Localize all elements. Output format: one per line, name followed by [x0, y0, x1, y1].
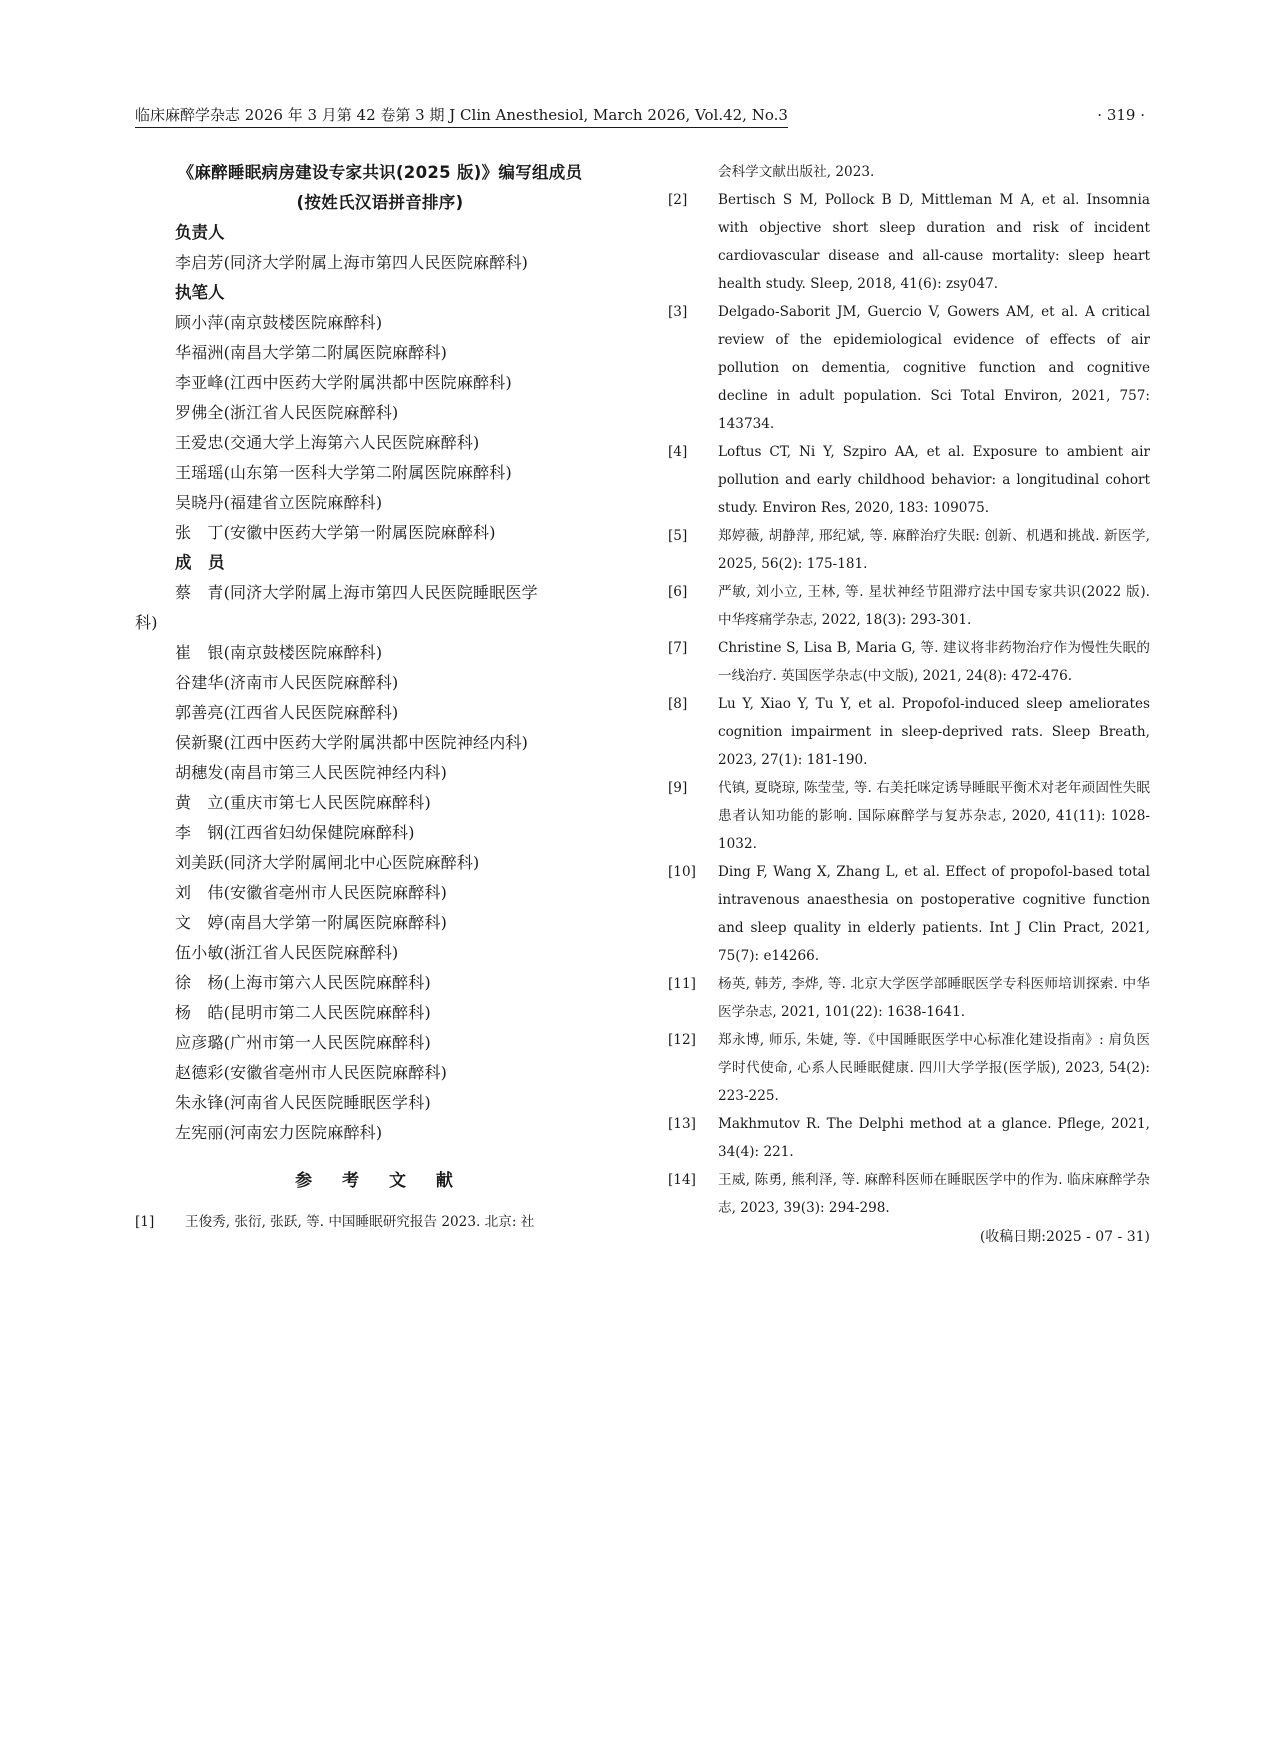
member-entry: 郭善亮(江西省人民医院麻醉科)	[175, 703, 399, 722]
reference-text: 郑永博, 师乐, 朱婕, 等.《中国睡眠医学中心标准化建设指南》: 肩负医学时代使命, 心系人民睡眠健康. 四川大学学报(医学版), 2023, 54(2): 223-225.	[718, 1032, 1150, 1104]
reference-number: [13]	[668, 1116, 696, 1132]
member-entry: 侯新聚(江西中医药大学附属洪都中医院神经内科)	[175, 733, 529, 752]
reference-number: [10]	[668, 864, 696, 880]
writer-entry: 华福洲(南昌大学第二附属医院麻醉科)	[175, 343, 448, 362]
committee-subtitle: (按姓氏汉语拼音排序)	[296, 193, 464, 212]
member-entry-line2: 科)	[135, 613, 158, 632]
member-entry: 黄 立(重庆市第七人民医院麻醉科)	[175, 793, 431, 812]
leader-list	[135, 248, 625, 278]
reference-item	[668, 858, 1150, 970]
member-entry	[135, 578, 625, 638]
reference-text: Delgado-Saborit JM, Guercio V, Gowers AM, et al. A critical review of the epidemiological evidence of effects of air pollution on dementia, cognitive function and cognitive decline in adult population. Sci Total Environ, 2021, 757: 143734.	[718, 304, 1150, 432]
reference-text: Bertisch S M, Pollock B D, Mittleman M A, et al. Insomnia with objective short sleep duration and risk of incident cardiovascular disease and all-cause mortality: sleep heart health study. Sleep, 2018, 41(6): zsy047.	[718, 192, 1150, 292]
member-entry: 文 婷(南昌大学第一附属医院麻醉科)	[175, 913, 448, 932]
reference-item	[668, 522, 1150, 578]
reference-item	[668, 438, 1150, 522]
writer-entry: 顾小萍(南京鼓楼医院麻醉科)	[175, 313, 383, 332]
reference-item	[668, 186, 1150, 298]
members-heading: 成 员	[175, 553, 225, 572]
member-entry: 胡穗发(南昌市第三人民医院神经内科)	[175, 763, 448, 782]
member-entry: 伍小敏(浙江省人民医院麻醉科)	[175, 943, 399, 962]
right-column	[668, 158, 1150, 1250]
references-heading: 参 考 文 献	[295, 1171, 465, 1191]
reference-item	[668, 1166, 1150, 1222]
leader-entry: 李启芳(同济大学附属上海市第四人民医院麻醉科)	[175, 253, 529, 272]
reference-text: 王威, 陈勇, 熊利泽, 等. 麻醉科医师在睡眠医学中的作为. 临床麻醉学杂志, 2023, 39(3): 294-298.	[718, 1172, 1150, 1216]
reference-number: [5]	[668, 528, 688, 544]
reference-text: 代镇, 夏晓琼, 陈莹莹, 等. 右美托咪定诱导睡眠平衡术对老年顽固性失眠患者认知功能的影响. 国际麻醉学与复苏杂志, 2020, 41(11): 1028-1032.	[718, 780, 1150, 852]
reference-text: Lu Y, Xiao Y, Tu Y, et al. Propofol-induced sleep ameliorates cognition impairment in sleep-deprived rats. Sleep Breath, 2023, 27(1): 181-190.	[718, 696, 1150, 768]
leader-heading: 负责人	[175, 223, 225, 242]
reference-number: [8]	[668, 696, 688, 712]
member-entry-line1: 蔡 青(同济大学附属上海市第四人民医院睡眠医学	[175, 583, 538, 602]
reference-text-continued: 会科学文献出版社, 2023.	[718, 164, 875, 180]
reference-item	[668, 1110, 1150, 1166]
reference-item	[668, 774, 1150, 858]
reference-number: [9]	[668, 780, 688, 796]
member-entry: 应彦璐(广州市第一人民医院麻醉科)	[175, 1033, 431, 1052]
member-entry: 赵德彩(安徽省亳州市人民医院麻醉科)	[175, 1063, 448, 1082]
writer-entry: 李亚峰(江西中医药大学附属洪都中医院麻醉科)	[175, 373, 512, 392]
reference-number: [11]	[668, 976, 696, 992]
reference-number: [1]	[135, 1214, 155, 1230]
writer-list	[135, 308, 625, 548]
reference-list-left	[135, 1208, 625, 1236]
reference-number: [12]	[668, 1032, 696, 1048]
member-entry: 左宪丽(河南宏力医院麻醉科)	[175, 1123, 383, 1142]
writer-entry: 王瑶瑶(山东第一医科大学第二附属医院麻醉科)	[175, 463, 512, 482]
writer-entry: 王爱忠(交通大学上海第六人民医院麻醉科)	[175, 433, 480, 452]
member-entry: 徐 杨(上海市第六人民医院麻醉科)	[175, 973, 431, 992]
page-number: · 319 ·	[1097, 106, 1145, 124]
reference-number: [3]	[668, 304, 688, 320]
reference-item	[668, 578, 1150, 634]
reference-number: [7]	[668, 640, 688, 656]
reference-item	[668, 1026, 1150, 1110]
left-column	[135, 158, 625, 1236]
reference-list-right	[668, 186, 1150, 1222]
reference-number: [14]	[668, 1172, 696, 1188]
member-list	[135, 638, 625, 1148]
running-title: 临床麻醉学杂志 2026 年 3 月第 42 卷第 3 期 J Clin Anesthesiol, March 2026, Vol.42, No.3	[135, 105, 788, 128]
reference-number: [6]	[668, 584, 688, 600]
writer-entry: 罗佛全(浙江省人民医院麻醉科)	[175, 403, 399, 422]
reference-text: Makhmutov R. The Delphi method at a glance. Pflege, 2021, 34(4): 221.	[718, 1116, 1150, 1160]
member-entry: 李 钢(江西省妇幼保健院麻醉科)	[175, 823, 415, 842]
member-entry: 刘美跃(同济大学附属闸北中心医院麻醉科)	[175, 853, 480, 872]
reference-item	[668, 970, 1150, 1026]
reference-item-continued	[668, 158, 1150, 186]
member-entry: 杨 皓(昆明市第二人民医院麻醉科)	[175, 1003, 431, 1022]
reference-number: [4]	[668, 444, 688, 460]
reference-number: [2]	[668, 192, 688, 208]
writer-entry: 张 丁(安徽中医药大学第一附属医院麻醉科)	[175, 523, 496, 542]
member-entry: 刘 伟(安徽省亳州市人民医院麻醉科)	[175, 883, 448, 902]
writer-entry: 吴晓丹(福建省立医院麻醉科)	[175, 493, 383, 512]
reference-item	[668, 298, 1150, 438]
reference-item	[668, 634, 1150, 690]
member-entry: 谷建华(济南市人民医院麻醉科)	[175, 673, 399, 692]
member-entry: 朱永锋(河南省人民医院睡眠医学科)	[175, 1093, 431, 1112]
reference-text: Loftus CT, Ni Y, Szpiro AA, et al. Exposure to ambient air pollution and early childhood behavior: a longitudinal cohort study. Environ Res, 2020, 183: 109075.	[718, 444, 1150, 516]
page-header	[135, 105, 1145, 129]
member-entry: 崔 银(南京鼓楼医院麻醉科)	[175, 643, 383, 662]
reference-item	[668, 690, 1150, 774]
reference-text: Christine S, Lisa B, Maria G, 等. 建议将非药物治疗作为慢性失眠的一线治疗. 英国医学杂志(中文版), 2021, 24(8): 472-476.	[718, 640, 1150, 684]
writers-heading: 执笔人	[175, 283, 225, 302]
reference-text: Ding F, Wang X, Zhang L, et al. Effect of propofol-based total intravenous anaesthesia on postoperative cognitive function and sleep quality in elderly patients. Int J Clin Pract, 2021, 75(7): e14266.	[718, 864, 1150, 964]
reference-text: 郑婷薇, 胡静萍, 邢纪斌, 等. 麻醉治疗失眠: 创新、机遇和挑战. 新医学, 2025, 56(2): 175-181.	[718, 528, 1150, 572]
reference-text: 杨英, 韩芳, 李烨, 等. 北京大学医学部睡眠医学专科医师培训探索. 中华医学杂志, 2021, 101(22): 1638-1641.	[718, 976, 1150, 1020]
reference-text: 王俊秀, 张衍, 张跃, 等. 中国睡眠研究报告 2023. 北京: 社	[185, 1214, 535, 1230]
reference-text: 严敏, 刘小立, 王林, 等. 星状神经节阻滞疗法中国专家共识(2022 版). 中华疼痛学杂志, 2022, 18(3): 293-301.	[718, 584, 1150, 628]
reference-item	[135, 1208, 625, 1236]
received-date: (收稿日期:2025 - 07 - 31)	[979, 1229, 1150, 1245]
committee-title: 《麻醉睡眠病房建设专家共识(2025 版)》编写组成员	[177, 163, 583, 182]
